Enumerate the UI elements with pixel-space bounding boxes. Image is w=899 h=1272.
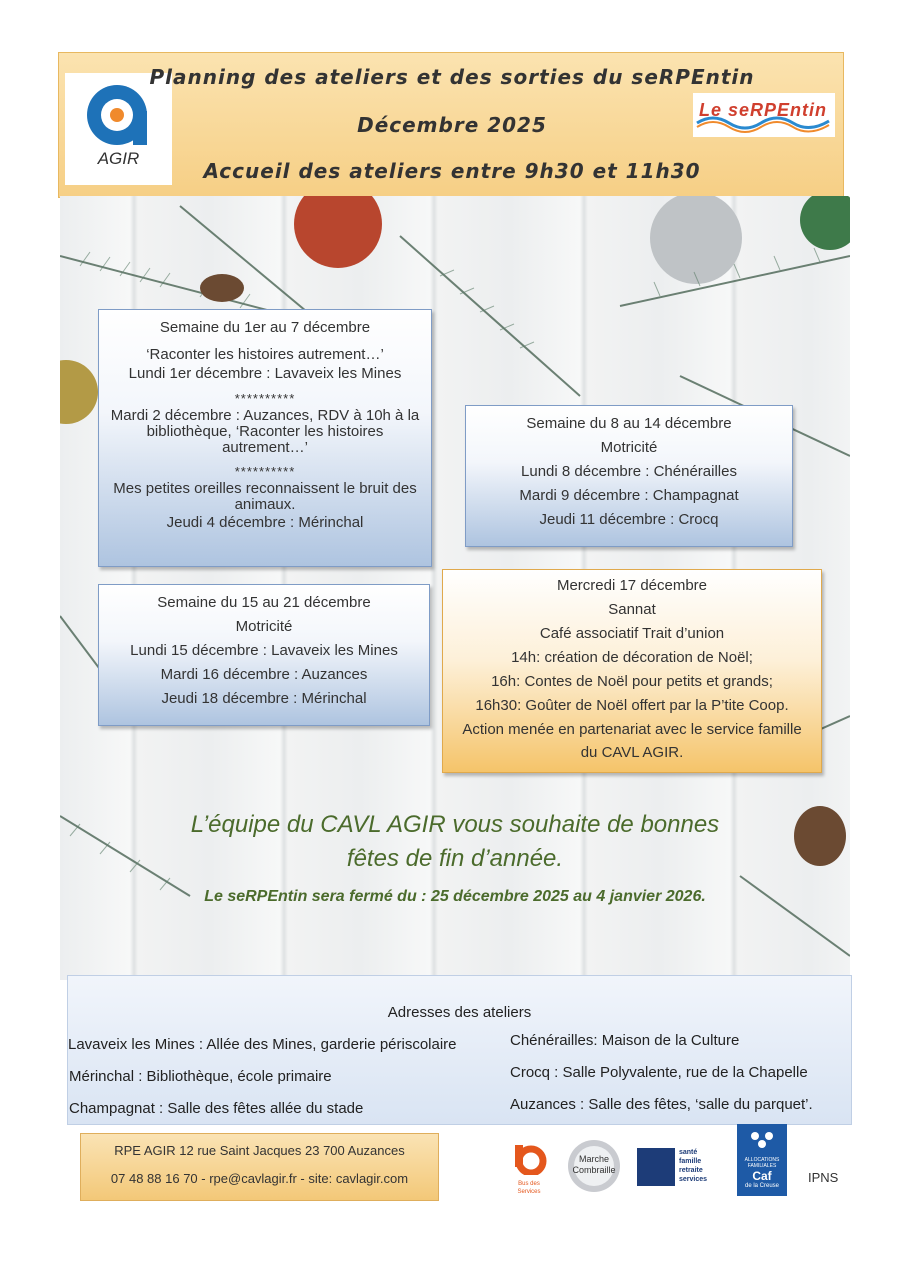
- caf-emblem-icon: [747, 1128, 777, 1152]
- week1-line: ‘Raconter les histoires autrement…’: [146, 346, 384, 363]
- week1-line: bibliothèque, ‘Raconter les histoires: [146, 423, 384, 440]
- contact-phone-email: 07 48 88 16 70 - rpe@cavlagir.fr - site: cavlagir.com: [110, 1171, 409, 1186]
- addresses-title: Adresses des ateliers: [387, 1004, 532, 1021]
- week1-line: Lundi 1er décembre : Lavaveix les Mines: [128, 365, 402, 382]
- special-event-card: [442, 569, 822, 773]
- address-item: Auzances : Salle des fêtes, ‘salle du parquet’.: [510, 1096, 813, 1113]
- event-line: du CAVL AGIR.: [580, 744, 684, 761]
- event-line: 14h: création de décoration de Noël;: [511, 649, 753, 666]
- caf-mid-text: Caf: [752, 1169, 772, 1183]
- address-item: Chénérailles: Maison de la Culture: [510, 1032, 740, 1049]
- week2-title: Semaine du 8 au 14 décembre: [526, 415, 732, 432]
- week1-line: Jeudi 4 décembre : Mérinchal: [166, 514, 364, 531]
- bus-logo-text: Bus des Services: [517, 1181, 541, 1195]
- marche-combraille-text: Marche Combraille: [572, 1154, 616, 1175]
- title-line-3: Accueil des ateliers entre 9h30 et 11h30: [203, 159, 701, 183]
- red-bauble-icon: [294, 196, 382, 268]
- week3-card: [98, 584, 430, 726]
- week3-title: Semaine du 15 au 21 décembre: [157, 594, 371, 611]
- address-item: Lavaveix les Mines : Allée des Mines, garderie périscolaire: [68, 1036, 457, 1053]
- week3-line: Jeudi 18 décembre : Mérinchal: [161, 690, 367, 707]
- marche-combraille-logo: [567, 1138, 621, 1194]
- bus-logo-icon: [511, 1143, 547, 1175]
- event-date: Mercredi 17 décembre: [556, 577, 708, 594]
- header-banner: [58, 52, 844, 198]
- serpentin-logo: [693, 93, 835, 137]
- caf-bottom-text: de la Creuse: [744, 1183, 780, 1189]
- week2-line: Lundi 8 décembre : Chénérailles: [521, 463, 737, 480]
- closure-notice: Le seRPEntin sera fermé du : 25 décembre 2025 au 4 janvier 2026.: [204, 888, 706, 905]
- week2-line: Mardi 9 décembre : Champagnat: [519, 487, 739, 504]
- gold-bauble-icon: [60, 360, 98, 424]
- addresses-panel: [67, 975, 852, 1125]
- event-line: 16h: Contes de Noël pour petits et grands;: [491, 673, 773, 690]
- week2-theme: Motricité: [600, 439, 658, 456]
- ipns-label: IPNS: [808, 1170, 839, 1185]
- week3-line: Lundi 15 décembre : Lavaveix les Mines: [130, 642, 398, 659]
- bus-des-services-logo: [508, 1143, 550, 1195]
- green-bauble-icon: [800, 196, 850, 250]
- event-place: Sannat: [608, 601, 656, 618]
- caf-logo: [737, 1124, 787, 1196]
- event-line: Café associatif Trait d’union: [539, 625, 725, 642]
- week1-line: autrement…’: [222, 439, 308, 456]
- greeting-line-2: fêtes de fin d’année.: [346, 845, 564, 872]
- event-line: Action menée en partenariat avec le service famille: [462, 721, 802, 738]
- address-item: Mérinchal : Bibliothèque, école primaire: [69, 1068, 332, 1085]
- week3-theme: Motricité: [235, 618, 293, 635]
- week2-line: Jeudi 11 décembre : Crocq: [539, 511, 719, 528]
- contact-address: RPE AGIR 12 rue Saint Jacques 23 700 Auzances: [114, 1143, 405, 1158]
- title-line-1: Planning des ateliers et des sorties du seRPEntin: [149, 65, 755, 89]
- week1-line: Mes petites oreilles reconnaissent le bruit des: [113, 480, 417, 497]
- silver-bauble-icon: [650, 196, 742, 284]
- greeting-message: [60, 808, 850, 876]
- title-line-2: Décembre 2025: [357, 113, 547, 137]
- event-line: 16h30: Goûter de Noël offert par la P’tite Coop.: [475, 697, 789, 714]
- msa-logo-text: santé famille retraite services: [679, 1149, 708, 1183]
- address-item: Crocq : Salle Polyvalente, rue de la Chapelle: [510, 1064, 808, 1081]
- caf-top-text: ALLOCATIONS FAMILIALES: [744, 1157, 780, 1169]
- contact-box: [80, 1133, 439, 1201]
- agir-logo-text: AGIR: [97, 149, 140, 168]
- address-item: Champagnat : Salle des fêtes allée du stade: [69, 1100, 364, 1117]
- week1-title: Semaine du 1er au 7 décembre: [159, 319, 371, 336]
- greeting-line-1: L’équipe du CAVL AGIR vous souhaite de bonnes: [190, 811, 720, 838]
- separator: **********: [234, 464, 296, 479]
- week1-card: [98, 309, 432, 567]
- week1-line: animaux.: [234, 496, 296, 513]
- separator: **********: [234, 391, 296, 406]
- week1-line: Mardi 2 décembre : Auzances, RDV à 10h à la: [110, 407, 420, 424]
- msa-logo-icon: [637, 1148, 675, 1186]
- week2-card: [465, 405, 793, 547]
- week3-line: Mardi 16 décembre : Auzances: [160, 666, 368, 683]
- serpentin-logo-text: Le seRPEntin: [699, 100, 828, 120]
- msa-logo: [637, 1148, 719, 1188]
- pinecone-icon: [200, 274, 244, 302]
